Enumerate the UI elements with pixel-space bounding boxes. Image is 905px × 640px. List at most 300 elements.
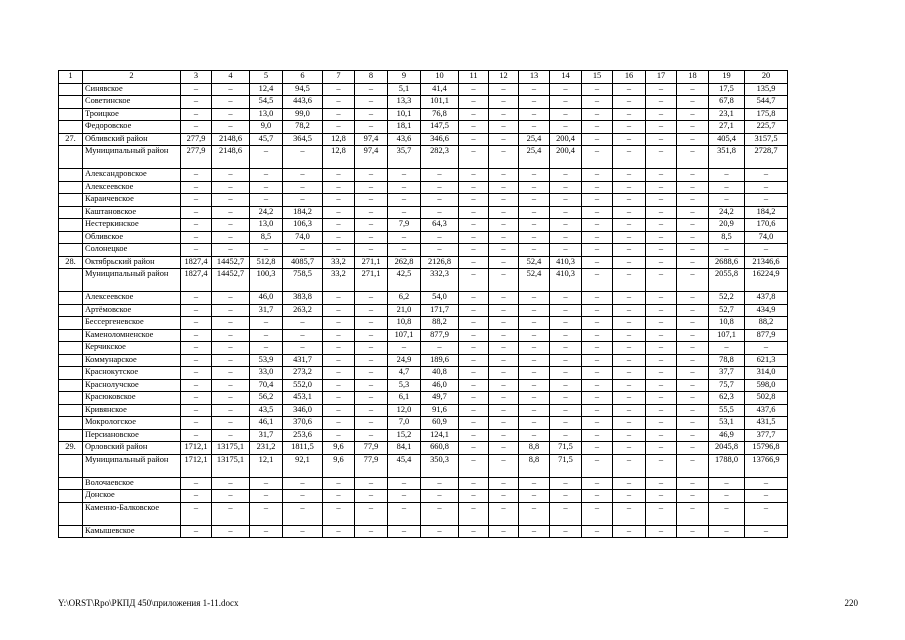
- value-cell: –: [709, 244, 745, 257]
- table-body: [59, 71, 788, 538]
- value-cell: –: [550, 304, 582, 317]
- value-cell: –: [212, 417, 250, 430]
- value-cell: 124,1: [421, 429, 459, 442]
- row-number-cell: [59, 96, 83, 109]
- value-cell: –: [646, 169, 677, 182]
- value-cell: 97,4: [355, 133, 388, 146]
- value-cell: 46,1: [250, 417, 283, 430]
- value-cell: –: [323, 417, 355, 430]
- value-cell: –: [677, 231, 709, 244]
- value-cell: 6,2: [388, 292, 421, 305]
- value-cell: –: [355, 292, 388, 305]
- value-cell: 9,0: [250, 121, 283, 134]
- value-cell: 263,2: [283, 304, 323, 317]
- value-cell: –: [181, 96, 212, 109]
- value-cell: –: [745, 244, 788, 257]
- value-cell: –: [212, 231, 250, 244]
- value-cell: 24,9: [388, 354, 421, 367]
- value-cell: –: [323, 304, 355, 317]
- value-cell: –: [677, 292, 709, 305]
- value-cell: –: [745, 477, 788, 490]
- value-cell: –: [250, 329, 283, 342]
- value-cell: –: [519, 181, 550, 194]
- value-cell: –: [582, 244, 613, 257]
- header-cell: 10: [421, 71, 459, 84]
- table-row: [59, 392, 788, 405]
- value-cell: 52,2: [709, 292, 745, 305]
- value-cell: –: [355, 354, 388, 367]
- value-cell: –: [212, 244, 250, 257]
- territory-name-cell: Синявское: [83, 83, 181, 96]
- value-cell: 15796,8: [745, 442, 788, 455]
- value-cell: –: [459, 256, 489, 269]
- territory-name-cell: Красюковское: [83, 392, 181, 405]
- value-cell: 175,8: [745, 108, 788, 121]
- value-cell: –: [355, 181, 388, 194]
- value-cell: 52,4: [519, 256, 550, 269]
- value-cell: 443,6: [283, 96, 323, 109]
- value-cell: –: [212, 392, 250, 405]
- value-cell: –: [421, 477, 459, 490]
- territory-name-cell: Обливский район: [83, 133, 181, 146]
- header-cell: 15: [582, 71, 613, 84]
- value-cell: –: [519, 304, 550, 317]
- value-cell: –: [459, 392, 489, 405]
- value-cell: –: [550, 329, 582, 342]
- value-cell: –: [459, 329, 489, 342]
- value-cell: –: [388, 181, 421, 194]
- value-cell: 364,5: [283, 133, 323, 146]
- row-number-cell: [59, 244, 83, 257]
- value-cell: –: [323, 342, 355, 355]
- value-cell: 277,9: [181, 146, 212, 169]
- value-cell: –: [519, 367, 550, 380]
- header-cell: 1: [59, 71, 83, 84]
- value-cell: –: [550, 477, 582, 490]
- value-cell: –: [677, 429, 709, 442]
- header-cell: 14: [550, 71, 582, 84]
- value-cell: –: [355, 404, 388, 417]
- value-cell: 21346,6: [745, 256, 788, 269]
- value-cell: 53,1: [709, 417, 745, 430]
- value-cell: –: [582, 83, 613, 96]
- value-cell: –: [646, 256, 677, 269]
- value-cell: 53,9: [250, 354, 283, 367]
- value-cell: 1811,5: [283, 442, 323, 455]
- value-cell: –: [388, 206, 421, 219]
- row-number-cell: [59, 342, 83, 355]
- table-row: [59, 525, 788, 538]
- header-cell: 4: [212, 71, 250, 84]
- row-number-cell: [59, 83, 83, 96]
- value-cell: –: [613, 429, 646, 442]
- value-cell: –: [459, 404, 489, 417]
- value-cell: –: [212, 169, 250, 182]
- value-cell: 10,1: [388, 108, 421, 121]
- row-number-cell: [59, 146, 83, 169]
- value-cell: –: [519, 490, 550, 503]
- value-cell: –: [677, 367, 709, 380]
- table-row: [59, 181, 788, 194]
- value-cell: –: [646, 442, 677, 455]
- value-cell: –: [212, 525, 250, 538]
- value-cell: –: [582, 342, 613, 355]
- header-cell: 5: [250, 71, 283, 84]
- header-row: [59, 71, 788, 84]
- value-cell: –: [646, 292, 677, 305]
- header-cell: 9: [388, 71, 421, 84]
- value-cell: 4,7: [388, 367, 421, 380]
- territory-name-cell: Артёмовское: [83, 304, 181, 317]
- value-cell: –: [181, 317, 212, 330]
- value-cell: 431,5: [745, 417, 788, 430]
- value-cell: –: [323, 219, 355, 232]
- row-number-cell: [59, 206, 83, 219]
- value-cell: –: [519, 329, 550, 342]
- row-number-cell: 27.: [59, 133, 83, 146]
- value-cell: 13,0: [250, 219, 283, 232]
- value-cell: –: [212, 108, 250, 121]
- value-cell: –: [250, 181, 283, 194]
- value-cell: –: [519, 379, 550, 392]
- value-cell: –: [459, 96, 489, 109]
- value-cell: –: [550, 392, 582, 405]
- value-cell: –: [613, 181, 646, 194]
- value-cell: 77,9: [355, 442, 388, 455]
- value-cell: –: [212, 329, 250, 342]
- row-number-cell: [59, 329, 83, 342]
- value-cell: –: [745, 490, 788, 503]
- value-cell: –: [489, 490, 519, 503]
- value-cell: –: [613, 392, 646, 405]
- value-cell: 107,1: [709, 329, 745, 342]
- value-cell: –: [582, 525, 613, 538]
- value-cell: –: [489, 219, 519, 232]
- value-cell: –: [550, 404, 582, 417]
- value-cell: –: [459, 477, 489, 490]
- row-number-cell: [59, 231, 83, 244]
- value-cell: 502,8: [745, 392, 788, 405]
- value-cell: –: [489, 404, 519, 417]
- value-cell: 12,4: [250, 83, 283, 96]
- table-row: [59, 121, 788, 134]
- value-cell: –: [355, 525, 388, 538]
- value-cell: –: [582, 121, 613, 134]
- header-cell: 8: [355, 71, 388, 84]
- value-cell: 147,5: [421, 121, 459, 134]
- value-cell: –: [181, 417, 212, 430]
- value-cell: 6,1: [388, 392, 421, 405]
- value-cell: 13766,9: [745, 454, 788, 477]
- value-cell: 12,1: [250, 454, 283, 477]
- value-cell: –: [745, 502, 788, 525]
- value-cell: –: [388, 194, 421, 207]
- value-cell: –: [212, 83, 250, 96]
- table-row: [59, 269, 788, 292]
- value-cell: –: [519, 429, 550, 442]
- row-number-cell: [59, 404, 83, 417]
- value-cell: –: [677, 194, 709, 207]
- value-cell: –: [646, 244, 677, 257]
- value-cell: –: [459, 354, 489, 367]
- value-cell: 13,0: [250, 108, 283, 121]
- value-cell: –: [646, 108, 677, 121]
- value-cell: 92,1: [283, 454, 323, 477]
- value-cell: –: [212, 354, 250, 367]
- territory-name-cell: Бессергеневское: [83, 317, 181, 330]
- value-cell: –: [212, 304, 250, 317]
- value-cell: 184,2: [745, 206, 788, 219]
- value-cell: 282,3: [421, 146, 459, 169]
- value-cell: 383,8: [283, 292, 323, 305]
- value-cell: –: [550, 490, 582, 503]
- value-cell: –: [421, 169, 459, 182]
- value-cell: –: [355, 169, 388, 182]
- value-cell: –: [582, 379, 613, 392]
- value-cell: –: [745, 342, 788, 355]
- table-row: [59, 108, 788, 121]
- value-cell: –: [421, 490, 459, 503]
- value-cell: –: [181, 367, 212, 380]
- value-cell: 12,8: [323, 146, 355, 169]
- table-row: [59, 342, 788, 355]
- value-cell: –: [489, 477, 519, 490]
- value-cell: –: [323, 231, 355, 244]
- value-cell: –: [677, 169, 709, 182]
- value-cell: –: [489, 354, 519, 367]
- value-cell: –: [250, 146, 283, 169]
- value-cell: –: [613, 404, 646, 417]
- value-cell: –: [283, 502, 323, 525]
- value-cell: –: [212, 181, 250, 194]
- value-cell: 78,8: [709, 354, 745, 367]
- value-cell: –: [459, 108, 489, 121]
- value-cell: –: [489, 231, 519, 244]
- value-cell: –: [582, 256, 613, 269]
- table-row: [59, 292, 788, 305]
- value-cell: –: [459, 219, 489, 232]
- header-cell: 18: [677, 71, 709, 84]
- value-cell: –: [323, 292, 355, 305]
- value-cell: –: [459, 206, 489, 219]
- territory-name-cell: Октябрьский район: [83, 256, 181, 269]
- value-cell: –: [582, 329, 613, 342]
- value-cell: 97,4: [355, 146, 388, 169]
- value-cell: –: [212, 404, 250, 417]
- value-cell: –: [489, 108, 519, 121]
- value-cell: –: [582, 404, 613, 417]
- value-cell: –: [646, 490, 677, 503]
- value-cell: –: [582, 417, 613, 430]
- value-cell: –: [212, 342, 250, 355]
- value-cell: –: [459, 502, 489, 525]
- value-cell: –: [677, 256, 709, 269]
- value-cell: –: [489, 379, 519, 392]
- value-cell: 76,8: [421, 108, 459, 121]
- value-cell: –: [646, 206, 677, 219]
- value-cell: –: [677, 133, 709, 146]
- value-cell: –: [283, 329, 323, 342]
- row-number-cell: [59, 454, 83, 477]
- value-cell: 410,3: [550, 269, 582, 292]
- value-cell: –: [613, 502, 646, 525]
- value-cell: 84,1: [388, 442, 421, 455]
- value-cell: –: [613, 292, 646, 305]
- value-cell: –: [550, 231, 582, 244]
- territory-name-cell: Каштановское: [83, 206, 181, 219]
- value-cell: 231,2: [250, 442, 283, 455]
- value-cell: –: [489, 329, 519, 342]
- value-cell: –: [489, 96, 519, 109]
- value-cell: –: [489, 392, 519, 405]
- value-cell: –: [459, 292, 489, 305]
- header-cell: 13: [519, 71, 550, 84]
- table-row: [59, 146, 788, 169]
- territory-name-cell: Советинское: [83, 96, 181, 109]
- value-cell: 74,0: [283, 231, 323, 244]
- value-cell: 106,3: [283, 219, 323, 232]
- value-cell: –: [212, 194, 250, 207]
- value-cell: –: [212, 477, 250, 490]
- value-cell: –: [355, 206, 388, 219]
- value-cell: –: [582, 269, 613, 292]
- value-cell: –: [489, 429, 519, 442]
- value-cell: 189,6: [421, 354, 459, 367]
- value-cell: –: [646, 317, 677, 330]
- value-cell: –: [323, 367, 355, 380]
- value-cell: 25,4: [519, 146, 550, 169]
- value-cell: –: [181, 429, 212, 442]
- value-cell: 14452,7: [212, 256, 250, 269]
- table-row: [59, 379, 788, 392]
- value-cell: –: [709, 525, 745, 538]
- value-cell: –: [355, 417, 388, 430]
- value-cell: –: [519, 525, 550, 538]
- value-cell: –: [646, 367, 677, 380]
- value-cell: –: [550, 502, 582, 525]
- value-cell: –: [613, 121, 646, 134]
- value-cell: –: [677, 379, 709, 392]
- value-cell: –: [646, 96, 677, 109]
- value-cell: –: [709, 490, 745, 503]
- value-cell: –: [519, 244, 550, 257]
- value-cell: 2045,8: [709, 442, 745, 455]
- table-row: [59, 367, 788, 380]
- territory-name-cell: Александровское: [83, 169, 181, 182]
- value-cell: –: [613, 244, 646, 257]
- value-cell: 3157,5: [745, 133, 788, 146]
- value-cell: –: [323, 525, 355, 538]
- row-number-cell: 29.: [59, 442, 83, 455]
- header-cell: 2: [83, 71, 181, 84]
- territory-name-cell: Каменоломненское: [83, 329, 181, 342]
- value-cell: –: [582, 429, 613, 442]
- value-cell: –: [646, 121, 677, 134]
- value-cell: –: [677, 146, 709, 169]
- value-cell: 27,1: [709, 121, 745, 134]
- value-cell: 598,0: [745, 379, 788, 392]
- value-cell: –: [421, 194, 459, 207]
- table-row: [59, 442, 788, 455]
- value-cell: –: [181, 502, 212, 525]
- value-cell: –: [646, 477, 677, 490]
- value-cell: –: [323, 329, 355, 342]
- table-row: [59, 404, 788, 417]
- value-cell: –: [550, 121, 582, 134]
- value-cell: 5,1: [388, 83, 421, 96]
- value-cell: 1827,4: [181, 256, 212, 269]
- territory-name-cell: Караичевское: [83, 194, 181, 207]
- value-cell: –: [459, 169, 489, 182]
- value-cell: –: [181, 206, 212, 219]
- value-cell: –: [646, 354, 677, 367]
- territory-name-cell: Нестеркинское: [83, 219, 181, 232]
- row-number-cell: [59, 354, 83, 367]
- value-cell: 273,2: [283, 367, 323, 380]
- value-cell: 225,7: [745, 121, 788, 134]
- value-cell: –: [677, 108, 709, 121]
- value-cell: –: [181, 244, 212, 257]
- table-row: [59, 256, 788, 269]
- value-cell: –: [489, 256, 519, 269]
- value-cell: –: [709, 477, 745, 490]
- value-cell: –: [250, 342, 283, 355]
- value-cell: –: [613, 219, 646, 232]
- value-cell: 434,9: [745, 304, 788, 317]
- value-cell: 351,8: [709, 146, 745, 169]
- value-cell: –: [459, 269, 489, 292]
- value-cell: 277,9: [181, 133, 212, 146]
- row-number-cell: [59, 392, 83, 405]
- value-cell: –: [459, 133, 489, 146]
- value-cell: 2688,6: [709, 256, 745, 269]
- value-cell: –: [489, 169, 519, 182]
- value-cell: –: [212, 292, 250, 305]
- territory-name-cell: Персиановское: [83, 429, 181, 442]
- value-cell: 9,6: [323, 442, 355, 455]
- value-cell: –: [646, 379, 677, 392]
- value-cell: –: [323, 108, 355, 121]
- value-cell: –: [582, 392, 613, 405]
- value-cell: 1712,1: [181, 454, 212, 477]
- value-cell: –: [459, 379, 489, 392]
- value-cell: –: [489, 525, 519, 538]
- value-cell: –: [489, 367, 519, 380]
- value-cell: 41,4: [421, 83, 459, 96]
- value-cell: –: [677, 83, 709, 96]
- territory-name-cell: Кривянское: [83, 404, 181, 417]
- value-cell: –: [355, 244, 388, 257]
- value-cell: –: [283, 477, 323, 490]
- value-cell: –: [613, 108, 646, 121]
- value-cell: –: [212, 490, 250, 503]
- value-cell: –: [582, 292, 613, 305]
- value-cell: –: [212, 379, 250, 392]
- header-cell: 7: [323, 71, 355, 84]
- value-cell: –: [646, 194, 677, 207]
- value-cell: 23,1: [709, 108, 745, 121]
- territory-name-cell: Мокрологское: [83, 417, 181, 430]
- territory-name-cell: Керчикское: [83, 342, 181, 355]
- value-cell: 9,6: [323, 454, 355, 477]
- value-cell: –: [677, 121, 709, 134]
- value-cell: 431,7: [283, 354, 323, 367]
- header-cell: 12: [489, 71, 519, 84]
- value-cell: –: [613, 304, 646, 317]
- value-cell: –: [677, 525, 709, 538]
- value-cell: –: [613, 525, 646, 538]
- value-cell: –: [355, 304, 388, 317]
